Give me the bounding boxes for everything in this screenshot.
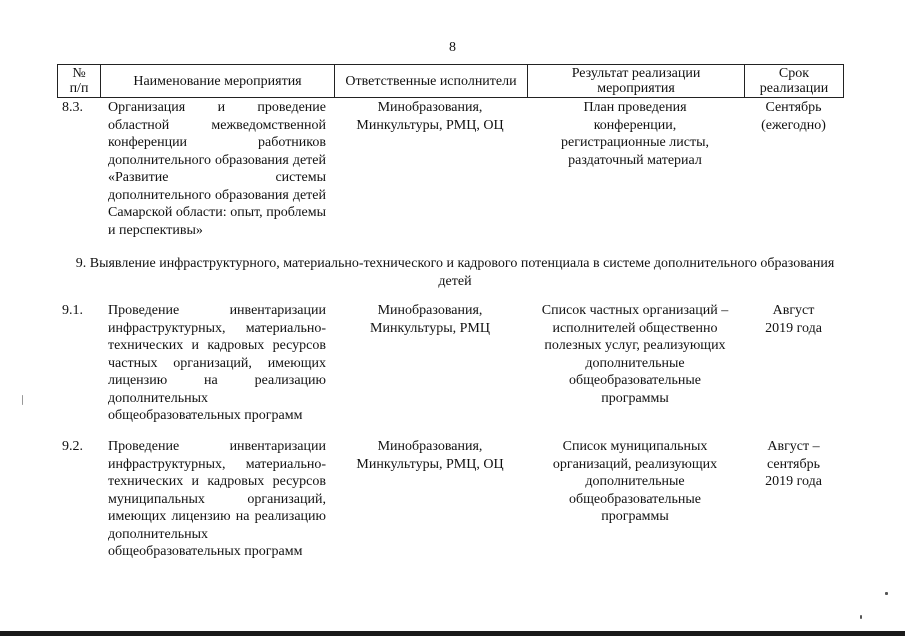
header-deadline: Срок реализации	[759, 66, 829, 96]
header-executors: Ответственные исполнители	[345, 73, 517, 89]
row-result: Список частных организаций – исполнителей общественно полезных услуг, реализующих дополнительные общеобразовательные программы	[541, 303, 729, 406]
header-divider	[843, 64, 844, 98]
page-number: 8	[449, 40, 456, 55]
section-title: 9. Выявление инфраструктурного, материально-технического и кадрового потенциала в системе дополнительного образования детей	[75, 256, 835, 289]
row-number: 9.1.	[62, 303, 83, 318]
row-name: Организация и проведение областной межведомственной конференции работников дополнительного образования детей «Развитие системы дополнительного образования детей Самарской области: опыт, проблемы и перспективы»	[108, 100, 326, 238]
row-name: Проведение инвентаризации инфраструктурных, материально-технических и кадровых ресурсов частных организаций, имеющих лицензию на реализацию дополнительных общеобразовательных программ	[108, 303, 326, 423]
row-executors: Минобразования, Минкультуры, РМЦ, ОЦ	[356, 100, 504, 133]
scan-speck	[860, 615, 862, 619]
header-num: № п/п	[69, 66, 89, 96]
row-result: План проведения конференции, регистрационные листы, раздаточный материал	[561, 100, 709, 168]
row-result: Список муниципальных организаций, реализующих дополнительные общеобразовательные программы	[552, 439, 718, 524]
scan-speck	[885, 592, 888, 595]
header-result: Результат реализации мероприятия	[571, 66, 701, 96]
row-deadline: Сентябрь (ежегодно)	[761, 100, 826, 133]
row-deadline: Август – сентябрь 2019 года	[765, 439, 822, 489]
row-number: 9.2.	[62, 439, 83, 454]
header-name: Наименование мероприятия	[133, 73, 302, 89]
row-executors: Минобразования, Минкультуры, РМЦ	[370, 303, 490, 336]
row-number: 8.3.	[62, 100, 83, 115]
row-deadline: Август 2019 года	[765, 303, 822, 336]
scan-speck	[22, 395, 23, 405]
page-bottom-edge	[0, 631, 905, 636]
row-executors: Минобразования, Минкультуры, РМЦ, ОЦ	[356, 439, 504, 472]
row-name: Проведение инвентаризации инфраструктурных, материально-технических и кадровых ресурсов муниципальных организаций, имеющих лицензию на реализацию дополнительных общеобразовательных программ	[108, 439, 326, 559]
